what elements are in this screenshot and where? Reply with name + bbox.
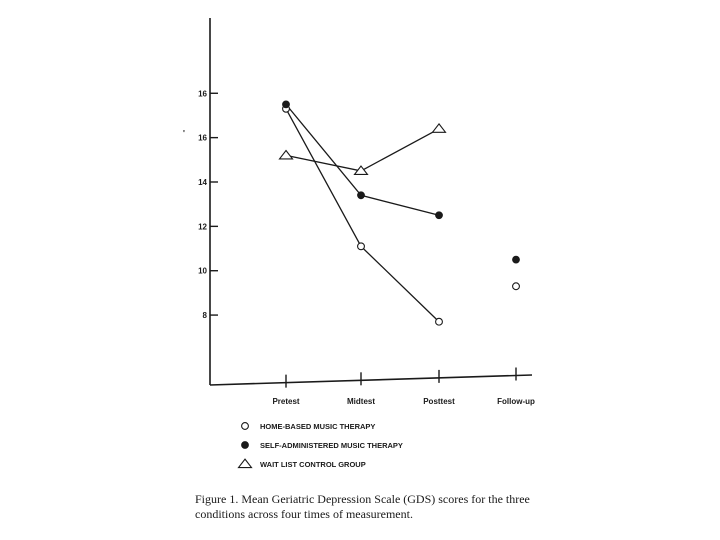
x-tick-label: Follow-up: [497, 397, 535, 406]
data-point: [280, 151, 293, 159]
legend-marker: [239, 459, 252, 467]
y-axis-ticks: [198, 89, 218, 320]
data-point: [433, 124, 446, 132]
y-tick-label: 14: [198, 177, 207, 187]
x-axis-line: [210, 375, 532, 385]
x-tick-label: Pretest: [272, 397, 300, 406]
stray-mark: ': [183, 129, 185, 138]
data-point: [283, 101, 290, 108]
y-tick-label: 12: [198, 222, 207, 232]
legend: [239, 422, 403, 469]
legend-marker: [242, 423, 249, 430]
legend-marker: [242, 442, 249, 449]
data-point: [358, 243, 365, 250]
y-tick-label: 10: [198, 266, 207, 276]
chart-axes: [210, 18, 532, 385]
series-lines: [286, 104, 439, 321]
data-point: [513, 283, 520, 290]
data-point: [358, 192, 365, 199]
x-tick-label: Midtest: [347, 397, 375, 406]
data-point: [513, 256, 520, 263]
legend-label: WAIT LIST CONTROL GROUP: [260, 460, 366, 469]
y-tick-label: 16: [198, 133, 207, 143]
data-point: [436, 318, 443, 325]
legend-label: SELF-ADMINISTERED MUSIC THERAPY: [260, 441, 403, 450]
y-tick-label: 16: [198, 89, 207, 99]
figure-caption: Figure 1. Mean Geriatric Depression Scale (GDS) scores for the three conditions across four times of measurement.: [195, 492, 530, 521]
y-tick-label: 8: [202, 311, 207, 321]
x-tick-label: Posttest: [423, 397, 455, 406]
x-axis-ticks: [272, 367, 535, 406]
data-point: [436, 212, 443, 219]
series-markers: [280, 101, 520, 325]
legend-label: HOME-BASED MUSIC THERAPY: [260, 422, 376, 431]
